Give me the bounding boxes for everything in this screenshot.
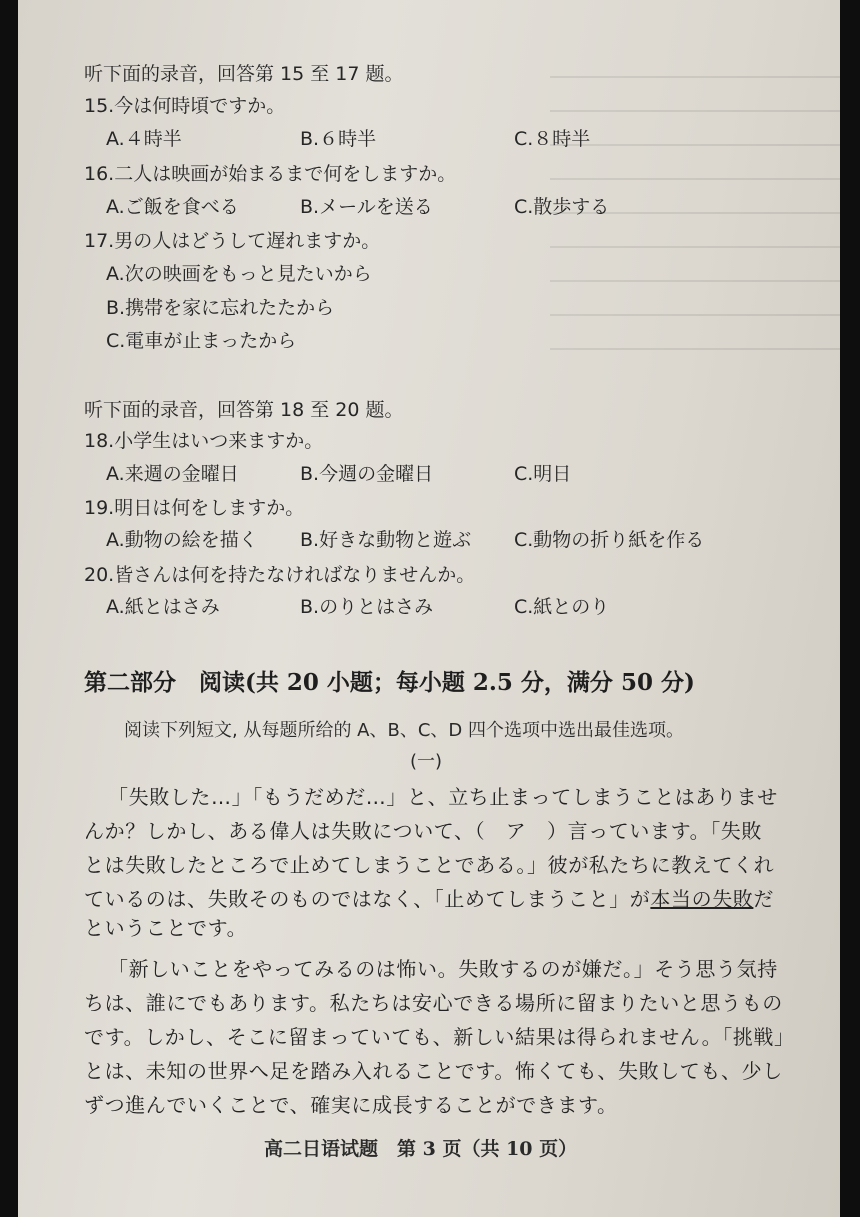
option-20-b: B.のりとはさみ <box>300 596 434 618</box>
passage-line: とは、未知の世界へ足を踏み入れることです。怖くても、失敗しても、少し <box>84 1059 783 1083</box>
passage-text: ているのは、失敗そのものではなく、「止めてしまうこと」が <box>84 887 651 911</box>
question-16: 16.二人は映画が始まるまで何をしますか。 <box>84 163 457 185</box>
option-20-a: A.紙とはさみ <box>106 596 220 618</box>
exam-page <box>18 0 840 1217</box>
question-19: 19.明日は何をしますか。 <box>84 497 305 519</box>
option-16-c: C.散歩する <box>514 196 610 218</box>
passage-line: 「失敗した…」「もうだめだ…」と、立ち止まってしまうことはありませ <box>108 785 778 809</box>
option-15-c: C.８時半 <box>514 128 591 150</box>
option-19-a: A.動物の絵を描く <box>106 529 258 551</box>
question-18: 18.小学生はいつ来ますか。 <box>84 430 324 452</box>
page-footer: 高二日语试题 第 3 页（共 10 页） <box>264 1138 578 1160</box>
passage-line: ちは、誰にでもあります。私たちは安心できる場所に留まりたいと思うもの <box>84 991 783 1015</box>
option-16-a: A.ご飯を食べる <box>106 196 239 218</box>
question-17: 17.男の人はどうして遅れますか。 <box>84 230 381 252</box>
listening-intro-15-17: 听下面的录音，回答第 15 至 17 题。 <box>84 63 404 85</box>
option-18-c: C.明日 <box>514 463 572 485</box>
underlined-phrase: 本当の失敗 <box>650 887 754 911</box>
option-15-b: B.６時半 <box>300 128 377 150</box>
option-18-b: B.今週の金曜日 <box>300 463 434 485</box>
option-18-a: A.来週の金曜日 <box>106 463 239 485</box>
option-17-c: C.電車が止まったから <box>106 330 297 352</box>
listening-intro-18-20: 听下面的录音，回答第 18 至 20 题。 <box>84 399 404 421</box>
option-19-c: C.動物の折り紙を作る <box>514 529 705 551</box>
option-16-b: B.メールを送る <box>300 196 433 218</box>
passage-line: とは失敗したところで止めてしまうことである。」彼が私たちに教えてくれ <box>84 853 775 877</box>
passage-line: んか？しかし、ある偉人は失敗について、（ ア ）言っています。「失敗 <box>84 819 762 843</box>
option-17-a: A.次の映画をもっと見たいから <box>106 263 372 285</box>
passage-number: (一) <box>410 751 443 772</box>
reading-instruction: 阅读下列短文, 从每题所给的 A、B、C、D 四个选项中选出最佳选项。 <box>124 720 684 741</box>
option-19-b: B.好きな動物と遊ぶ <box>300 529 472 551</box>
passage-line: です。しかし、そこに留まっていても、新しい結果は得られません。「挑戦」 <box>84 1025 795 1049</box>
passage-line: ずつ進んでいくことで、確実に成長することができます。 <box>84 1093 618 1117</box>
option-17-b: B.携帯を家に忘れたたから <box>106 297 335 319</box>
passage-line: ということです。 <box>84 916 248 940</box>
option-15-a: A.４時半 <box>106 128 182 150</box>
option-20-c: C.紙とのり <box>514 596 610 618</box>
passage-line: 「新しいことをやってみるのは怖い。失敗するのが嫌だ。」そう思う気持 <box>108 957 778 981</box>
question-15: 15.今は何時頃ですか。 <box>84 95 286 117</box>
passage-text: だ <box>753 887 775 911</box>
question-20: 20.皆さんは何を持たなければなりませんか。 <box>84 564 476 586</box>
section-2-title: 第二部分 阅读(共 20 小题；每小题 2.5 分，满分 50 分) <box>84 669 695 696</box>
